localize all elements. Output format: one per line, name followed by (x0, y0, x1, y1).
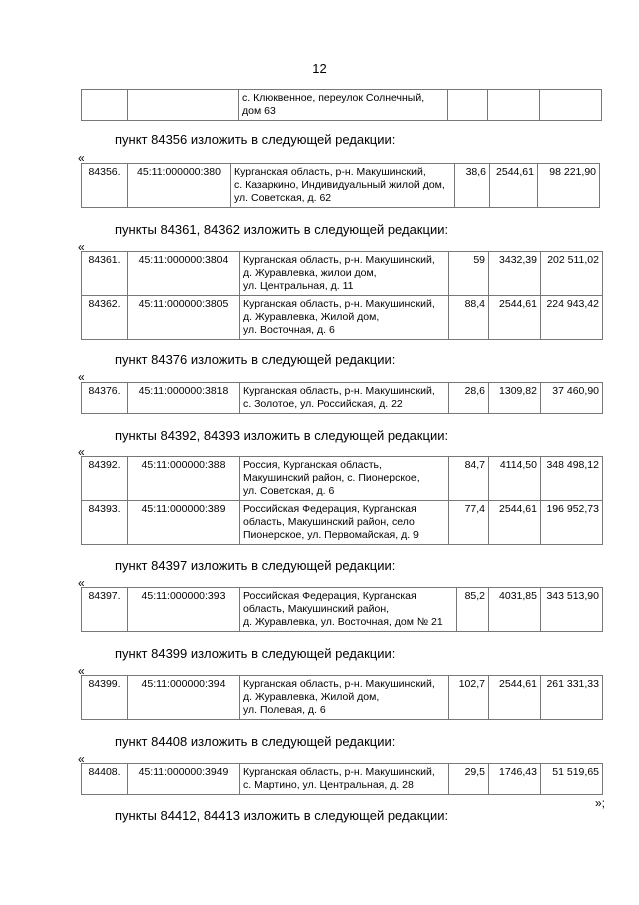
area-value-cell (457, 588, 489, 632)
row-number: 84376. (88, 385, 121, 397)
cadastral-number: 45:11:000000:389 (141, 503, 226, 515)
area-value: 28,6 (464, 385, 485, 397)
area-value-cell (449, 764, 489, 795)
cadastral-number-cell (128, 588, 240, 632)
address-cell (240, 588, 457, 632)
opening-quote: « (78, 151, 85, 165)
address-line: Российская Федерация, Курганская (243, 590, 417, 602)
table-row (82, 296, 603, 340)
record-table (81, 251, 603, 340)
address-line: Курганская область, р-н. Макушинский, (243, 766, 435, 778)
record-table (81, 763, 603, 795)
opening-quote: « (78, 664, 85, 678)
sum-value-cell (541, 764, 603, 795)
page-number: 12 (312, 61, 327, 76)
row-number: 84356. (88, 166, 121, 178)
rate-value: 1309,82 (499, 385, 537, 397)
rate-value: 1746,43 (499, 766, 537, 778)
area-value-cell (448, 90, 488, 121)
address-line: с. Золотое, ул. Российская, д. 22 (243, 398, 403, 410)
address-line: область, Макушинский район, село (243, 516, 415, 528)
row-number-cell (82, 164, 128, 208)
sum-value-cell (538, 164, 600, 208)
address-line: Макушинский район, с. Пионерское, (243, 472, 420, 484)
record-table (81, 163, 600, 208)
table-row (82, 164, 600, 208)
address-cell (240, 383, 449, 414)
section-caption: пункт 84397 изложить в следующей редакции: (115, 558, 396, 573)
area-value-cell (449, 296, 489, 340)
rate-value-cell (489, 588, 541, 632)
address-line: с. Мартино, ул. Центральная, д. 28 (243, 779, 414, 791)
area-value-cell (449, 457, 489, 501)
sum-value: 98 221,90 (549, 166, 596, 178)
sum-value: 196 952,73 (546, 503, 599, 515)
address-line: область, Макушинский район, (243, 603, 390, 615)
rate-value: 2544,61 (499, 678, 537, 690)
sum-value: 224 943,42 (546, 298, 599, 310)
address-line: Пионерское, ул. Первомайская, д. 9 (243, 529, 419, 541)
row-number: 84392. (88, 459, 121, 471)
area-value: 59 (473, 254, 485, 266)
row-number-cell (82, 764, 128, 795)
rate-value-cell (489, 457, 541, 501)
record-table (81, 456, 603, 545)
rate-value-cell (488, 90, 540, 121)
address-cell (239, 90, 448, 121)
rate-value: 2544,61 (499, 503, 537, 515)
address-cell (231, 164, 455, 208)
address-line: дом 63 (242, 105, 276, 117)
cadastral-number: 45:11:000000:3949 (138, 766, 229, 778)
area-value: 88,4 (464, 298, 485, 310)
sum-value-cell (541, 296, 603, 340)
cadastral-number-cell (128, 90, 239, 121)
rate-value-cell (489, 296, 541, 340)
area-value-cell (449, 676, 489, 720)
address-line: Курганская область, р-н. Макушинский, (234, 166, 426, 178)
cadastral-number-cell (128, 764, 240, 795)
section-caption: пункт 84376 изложить в следующей редакции: (115, 352, 396, 367)
sum-value-cell (541, 252, 603, 296)
sum-value-cell (541, 501, 603, 545)
table-row (82, 676, 603, 720)
cadastral-number-cell (128, 676, 240, 720)
row-number: 84397. (88, 590, 121, 602)
address-cell (240, 296, 449, 340)
table-row (82, 457, 603, 501)
address-line: с. Казаркино, Индивидуальный жилой дом, (234, 179, 445, 191)
rate-value (533, 92, 536, 104)
address-line: ул. Восточная, д. 6 (243, 324, 335, 336)
row-number-cell (82, 90, 128, 121)
cadastral-number: 45:11:000000:3805 (138, 298, 229, 310)
sum-value (595, 92, 598, 104)
sum-value: 202 511,02 (547, 254, 599, 266)
row-number (103, 92, 106, 104)
area-value (481, 92, 484, 104)
rate-value: 2544,61 (499, 298, 537, 310)
row-number-cell (82, 676, 128, 720)
opening-quote: « (78, 752, 85, 766)
record-table (81, 382, 603, 414)
cadastral-number-cell (128, 501, 240, 545)
rate-value-cell (489, 252, 541, 296)
address-cell (240, 764, 449, 795)
address-line: д. Журавлевка, Жилой дом, (243, 311, 380, 323)
address-line: Курганская область, р-н. Макушинский, (243, 385, 435, 397)
rate-value: 3432,39 (499, 254, 537, 266)
area-value: 84,7 (464, 459, 485, 471)
row-number: 84393. (88, 503, 121, 515)
row-number-cell (82, 252, 128, 296)
row-number-cell (82, 501, 128, 545)
address-line: ул. Центральная, д. 11 (243, 280, 354, 292)
table-row (82, 764, 603, 795)
area-value-cell (449, 501, 489, 545)
sum-value-cell (541, 588, 603, 632)
address-line: Курганская область, р-н. Макушинский, (243, 678, 435, 690)
address-line: ул. Советская, д. 62 (234, 192, 332, 204)
address-line: д. Журавлевка, жилои дом, (243, 267, 377, 279)
row-number-cell (82, 588, 128, 632)
cadastral-number-cell (128, 164, 231, 208)
cadastral-number (182, 92, 185, 104)
cadastral-number: 45:11:000000:388 (141, 459, 226, 471)
address-line: д. Журавлевка, ул. Восточная, дом № 21 (243, 616, 443, 628)
area-value: 102,7 (458, 678, 485, 690)
row-number-cell (82, 383, 128, 414)
row-number-cell (82, 296, 128, 340)
section-caption: пункты 84412, 84413 изложить в следующей редакции: (115, 808, 449, 823)
address-line: ул. Советская, д. 6 (243, 485, 335, 497)
sum-value-cell (541, 457, 603, 501)
section-caption: пункты 84361, 84362 изложить в следующей редакции: (115, 222, 449, 237)
cadastral-number: 45:11:000000:394 (141, 678, 226, 690)
cadastral-number: 45:11:000000:3804 (138, 254, 229, 266)
section-caption: пункт 84356 изложить в следующей редакции: (115, 132, 396, 147)
address-cell (240, 457, 449, 501)
address-cell (240, 676, 449, 720)
address-line: Курганская область, р-н. Макушинский, (243, 298, 435, 310)
address-cell (240, 501, 449, 545)
opening-quote: « (78, 240, 85, 254)
row-number: 84362. (88, 298, 121, 310)
sum-value: 261 331,33 (546, 678, 599, 690)
table-row (82, 588, 603, 632)
sum-value-cell (541, 383, 603, 414)
rate-value-cell (490, 164, 538, 208)
cadastral-number-cell (128, 457, 240, 501)
table-row (82, 252, 603, 296)
sum-value-cell (540, 90, 602, 121)
rate-value: 2544,61 (496, 166, 534, 178)
closing-quote: »; (594, 796, 605, 810)
sum-value-cell (541, 676, 603, 720)
rate-value: 4114,50 (499, 459, 537, 471)
rate-value-cell (489, 676, 541, 720)
record-table (81, 675, 603, 720)
address-line: д. Журавлевка, Жилой дом, (243, 691, 380, 703)
row-number: 84399. (88, 678, 121, 690)
address-cell (240, 252, 449, 296)
cadastral-number-cell (128, 252, 240, 296)
table-row (82, 90, 602, 121)
sum-value: 51 519,65 (552, 766, 599, 778)
table-row (82, 383, 603, 414)
record-table (81, 587, 603, 632)
record-table (81, 89, 602, 121)
cadastral-number-cell (128, 296, 240, 340)
row-number: 84408. (88, 766, 121, 778)
opening-quote: « (78, 576, 85, 590)
row-number-cell (82, 457, 128, 501)
area-value-cell (449, 383, 489, 414)
sum-value: 348 498,12 (546, 459, 599, 471)
address-line: Россия, Курганская область, (243, 459, 382, 471)
area-value-cell (455, 164, 490, 208)
area-value: 85,2 (464, 590, 485, 602)
row-number: 84361. (88, 254, 121, 266)
cadastral-number: 45:11:000000:380 (137, 166, 221, 178)
table-row (82, 501, 603, 545)
opening-quote: « (78, 445, 85, 459)
area-value: 29,5 (464, 766, 485, 778)
sum-value: 37 460,90 (552, 385, 599, 397)
section-caption: пункт 84399 изложить в следующей редакции: (115, 646, 396, 661)
cadastral-number: 45:11:000000:3818 (138, 385, 229, 397)
address-line: Российская Федерация, Курганская (243, 503, 417, 515)
address-line: Курганская область, р-н. Макушинский, (243, 254, 435, 266)
opening-quote: « (78, 370, 85, 384)
address-line: ул. Полевая, д. 6 (243, 704, 326, 716)
cadastral-number: 45:11:000000:393 (141, 590, 226, 602)
rate-value-cell (489, 383, 541, 414)
cadastral-number-cell (128, 383, 240, 414)
rate-value-cell (489, 501, 541, 545)
section-caption: пункт 84408 изложить в следующей редакции: (115, 734, 396, 749)
rate-value: 4031,85 (499, 590, 537, 602)
area-value: 77,4 (464, 503, 485, 515)
section-caption: пункты 84392, 84393 изложить в следующей редакции: (115, 428, 449, 443)
rate-value-cell (489, 764, 541, 795)
area-value: 38,6 (465, 166, 486, 178)
address-line: с. Клюквенное, переулок Солнечный, (242, 92, 425, 104)
sum-value: 343 513,90 (546, 590, 599, 602)
area-value-cell (449, 252, 489, 296)
